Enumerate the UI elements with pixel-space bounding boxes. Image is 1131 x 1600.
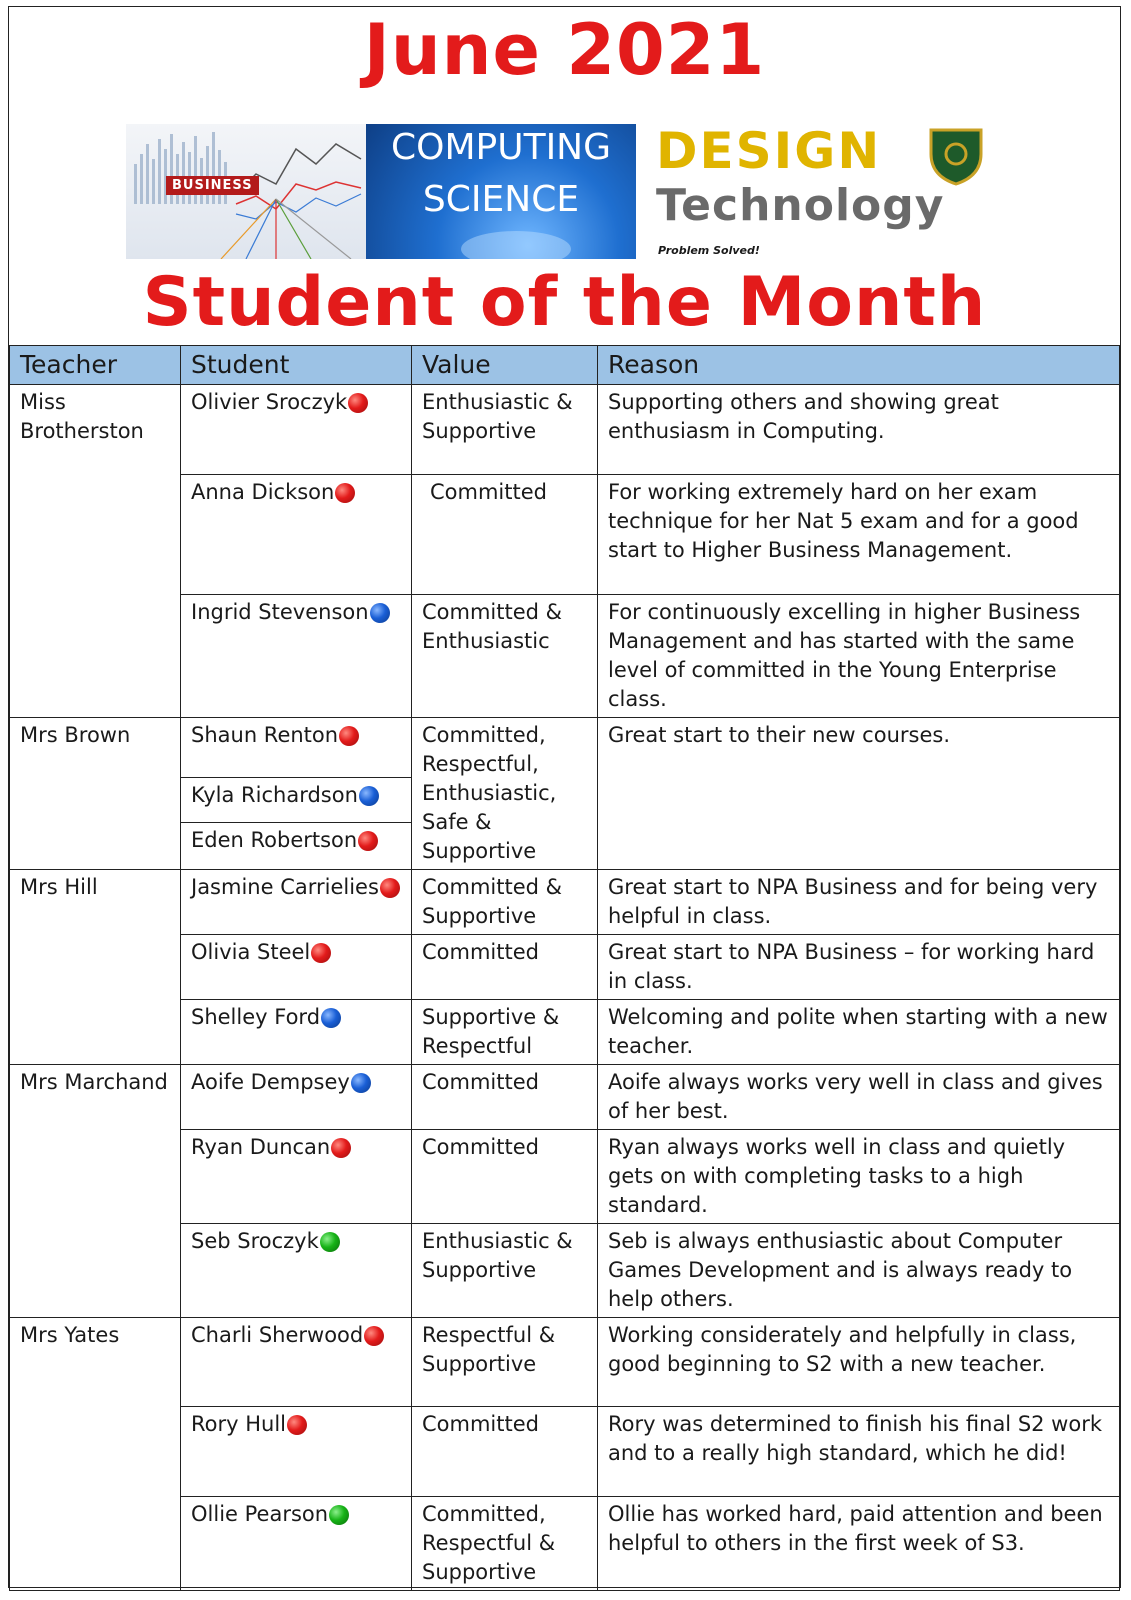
design-logo-line1: DESIGN (656, 122, 882, 180)
department-logos (126, 124, 986, 259)
student-name: Jasmine Carrielies (191, 875, 379, 899)
value-cell: Supportive & Respectful (412, 1000, 598, 1065)
business-logo (126, 124, 366, 259)
reason-cell: Great start to NPA Business and for being very helpful in class. (598, 870, 1120, 935)
table-row (10, 718, 1120, 870)
blue-dot-icon (359, 786, 379, 806)
red-dot-icon (358, 831, 378, 851)
student-name: Kyla Richardson (191, 783, 358, 807)
student-name: Ollie Pearson (191, 1502, 329, 1526)
student-name: Anna Dickson (191, 480, 335, 504)
value-cell: Committed (412, 935, 598, 1000)
student-name: Shaun Renton (191, 723, 339, 747)
reason-cell: Ryan always works well in class and quietly gets on with completing tasks to a high standard. (598, 1130, 1120, 1224)
design-technology-logo (636, 124, 986, 259)
value-cell: Committed, Respectful, Enthusiastic, Safe & Supportive (412, 718, 598, 870)
blue-dot-icon (321, 1008, 341, 1028)
red-dot-icon (364, 1326, 384, 1346)
student-name: Rory Hull (191, 1412, 287, 1436)
document-page (8, 6, 1121, 1588)
page-title: June 2021 (363, 9, 766, 91)
reason-cell: Supporting others and showing great enthusiasm in Computing. (598, 385, 1120, 475)
value-cell: Committed & Supportive (412, 870, 598, 935)
red-dot-icon (311, 943, 331, 963)
value-cell: Committed (412, 1130, 598, 1224)
student-cell (181, 1000, 412, 1065)
reason-cell: Aoife always works very well in class and gives of her best. (598, 1065, 1120, 1130)
student-name: Seb Sroczyk (191, 1229, 319, 1253)
value-cell: Committed (412, 1065, 598, 1130)
column-header-teacher: Teacher (10, 346, 181, 385)
green-dot-icon (329, 1505, 349, 1525)
school-crest-icon (926, 126, 986, 186)
design-logo-line2: Technology (656, 180, 945, 231)
student-name: Olivia Steel (191, 940, 311, 964)
teacher-cell: Mrs Brown (10, 718, 181, 870)
student-entry (181, 822, 411, 867)
student-cell (181, 1065, 412, 1130)
reason-cell: Great start to their new courses. (598, 718, 1120, 870)
red-dot-icon (339, 726, 359, 746)
value-cell: Committed (412, 475, 598, 595)
reason-cell: Seb is always enthusiastic about Computer Games Development and is always ready to help others. (598, 1224, 1120, 1318)
computing-science-logo (366, 124, 636, 259)
student-cell (181, 1318, 412, 1407)
table-row (10, 1065, 1120, 1130)
table-row (10, 1318, 1120, 1407)
student-entry (181, 777, 411, 822)
value-cell: Respectful & Supportive (412, 1318, 598, 1407)
student-cell (181, 1407, 412, 1497)
student-cell (181, 1130, 412, 1224)
student-name: Eden Robertson (191, 828, 358, 852)
business-badge: BUSINESS (166, 176, 259, 195)
column-header-reason: Reason (598, 346, 1120, 385)
table-row (10, 385, 1120, 475)
student-cell (181, 385, 412, 475)
reason-cell: Ollie has worked hard, paid attention and been helpful to others in the first week of S3. (598, 1497, 1120, 1591)
teacher-cell: Mrs Yates (10, 1318, 181, 1591)
computing-glow-graphic (366, 124, 636, 259)
student-cell (181, 595, 412, 718)
computing-logo-line1: COMPUTING (390, 127, 612, 168)
value-cell: Committed, Respectful & Supportive (412, 1497, 598, 1591)
value-cell: Enthusiastic & Supportive (412, 1224, 598, 1318)
student-cell (181, 870, 412, 935)
green-dot-icon (320, 1232, 340, 1252)
table-row (10, 870, 1120, 935)
red-dot-icon (335, 483, 355, 503)
page-subtitle: Student of the Month (142, 263, 987, 342)
column-header-value: Value (412, 346, 598, 385)
teacher-cell: Miss Brotherston (10, 385, 181, 718)
value-cell: Enthusiastic & Supportive (412, 385, 598, 475)
reason-cell: Welcoming and polite when starting with a new teacher. (598, 1000, 1120, 1065)
teacher-cell: Mrs Marchand (10, 1065, 181, 1318)
value-cell: Committed & Enthusiastic (412, 595, 598, 718)
student-cell (181, 935, 412, 1000)
student-cell (181, 718, 412, 870)
student-cell (181, 1497, 412, 1591)
student-cell (181, 475, 412, 595)
student-name: Charli Sherwood (191, 1323, 364, 1347)
student-entry (191, 721, 401, 777)
reason-cell: Working considerately and helpfully in class, good beginning to S2 with a new teacher. (598, 1318, 1120, 1407)
red-dot-icon (348, 393, 368, 413)
blue-dot-icon (351, 1073, 371, 1093)
value-cell: Committed (412, 1407, 598, 1497)
teacher-cell: Mrs Hill (10, 870, 181, 1065)
student-cell (181, 1224, 412, 1318)
red-dot-icon (380, 878, 400, 898)
blue-dot-icon (370, 603, 390, 623)
design-logo-caption: Problem Solved! (658, 244, 760, 257)
reason-cell: For working extremely hard on her exam technique for her Nat 5 exam and for a good start to Higher Business Management. (598, 475, 1120, 595)
table-header-row (10, 346, 1120, 385)
student-of-month-table (9, 345, 1120, 1591)
student-name: Shelley Ford (191, 1005, 321, 1029)
red-dot-icon (331, 1138, 351, 1158)
student-name: Ingrid Stevenson (191, 600, 369, 624)
student-name: Olivier Sroczyk (191, 390, 348, 414)
student-name: Ryan Duncan (191, 1135, 331, 1159)
red-dot-icon (287, 1415, 307, 1435)
student-name: Aoife Dempsey (191, 1070, 350, 1094)
reason-cell: Rory was determined to finish his final S2 work and to a really high standard, which he did! (598, 1407, 1120, 1497)
column-header-student: Student (181, 346, 412, 385)
computing-logo-line2: SCIENCE (422, 179, 580, 220)
reason-cell: For continuously excelling in higher Business Management and has started with the same level of committed in the Young Enterprise class. (598, 595, 1120, 718)
reason-cell: Great start to NPA Business – for working hard in class. (598, 935, 1120, 1000)
